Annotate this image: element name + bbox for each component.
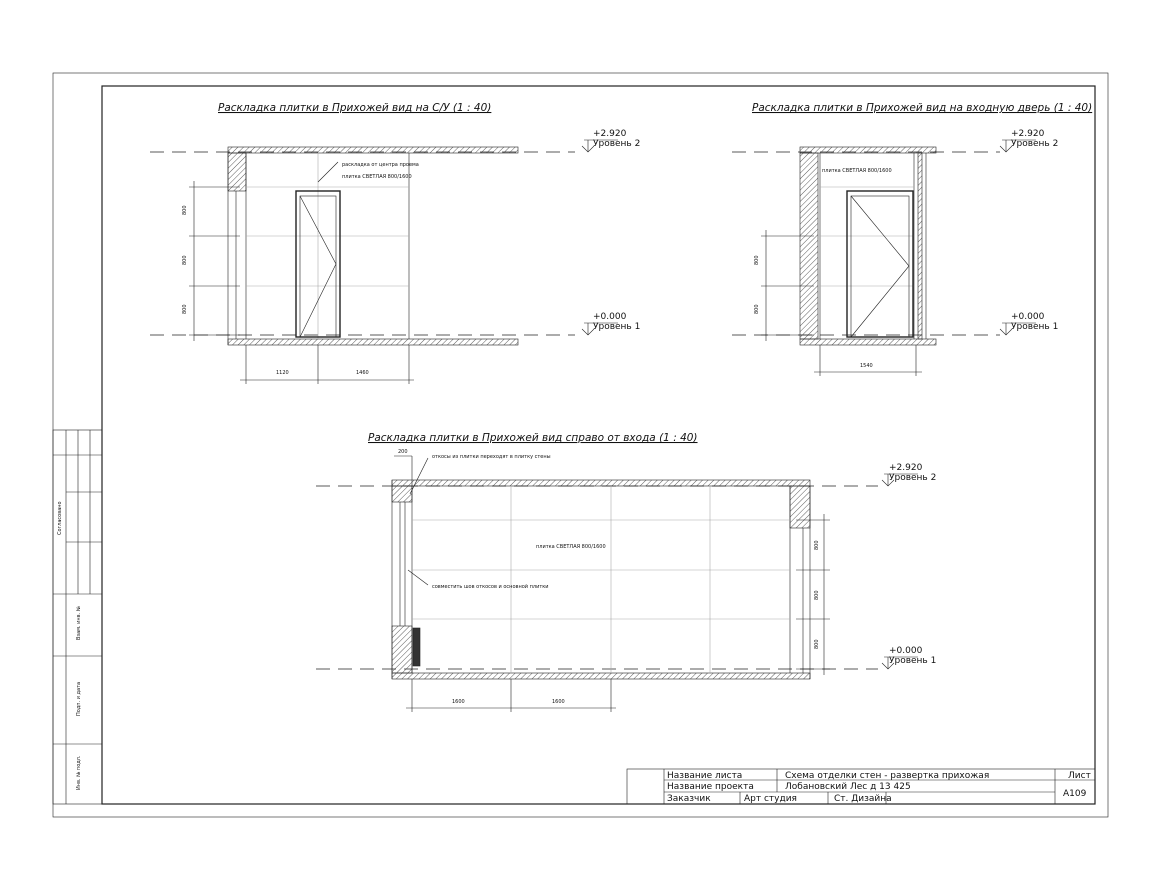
view2-dim-v1: 800: [754, 255, 760, 265]
view2-door-frame: [847, 191, 913, 337]
view1-note1: раскладка от центра проема: [342, 162, 419, 168]
studio-value: Ст. Дизайна: [834, 794, 892, 804]
view1-dim-v1: 800: [182, 205, 188, 215]
view-1: [150, 102, 640, 384]
level-marker-top: [582, 129, 640, 152]
ceiling-slab: [228, 147, 518, 153]
view3-note-tile: плитка СВЕТЛАЯ 800/1600: [536, 544, 606, 550]
outer-border: [53, 73, 1108, 817]
sheet-number: A109: [1063, 789, 1087, 799]
svg-text:+2.920: +2.920: [1011, 129, 1045, 139]
view2-title: Раскладка плитки в Прихожей вид на входную дверь (1 : 40): [752, 102, 1093, 114]
view1-dim-v2: 800: [182, 255, 188, 265]
view2-level-top: [1000, 129, 1058, 152]
level-top-name: Уровень 2: [593, 139, 641, 149]
left-wall-section: [228, 153, 246, 191]
sheet-name-label: Название листа: [667, 771, 743, 781]
view-2: [732, 102, 1092, 376]
view3-level-top: [882, 463, 936, 486]
project-value: Лобановский Лес д 13 425: [785, 782, 911, 792]
level-bottom-value: +0.000: [593, 312, 627, 322]
view3-dim-v3: 800: [814, 639, 820, 649]
view3-note-top: откосы из плитки переходят в плитку стены: [432, 454, 551, 460]
svg-text:+0.000: +0.000: [889, 646, 923, 656]
view2-dim-h1: 1540: [860, 363, 873, 369]
inner-frame: [102, 86, 1095, 804]
svg-text:Уровень 1: Уровень 1: [1011, 322, 1059, 332]
title-block: [627, 769, 1095, 804]
view-3: [316, 432, 936, 712]
door-handle-section: [413, 628, 420, 666]
view3-dim-h2: 1600: [552, 699, 565, 705]
view1-dim-h2: 1460: [356, 370, 369, 376]
view2-dim-v2: 800: [754, 304, 760, 314]
inv-orig-label: Инв. № подл.: [76, 755, 82, 790]
customer-label: Заказчик: [667, 794, 711, 804]
view3-title: Раскладка плитки в Прихожей вид справо от входа (1 : 40): [368, 432, 698, 444]
project-label: Название проекта: [667, 782, 754, 792]
level-bottom-name: Уровень 1: [593, 322, 641, 332]
view1-title: Раскладка плитки в Прихожей вид на С/У (1 : 40): [218, 102, 492, 114]
studio-label: Арт студия: [744, 794, 797, 804]
floor-slab: [228, 339, 518, 345]
level-marker-bottom: [582, 312, 640, 335]
svg-text:Уровень 1: Уровень 1: [889, 656, 937, 666]
agreed-label: Согласовано: [57, 501, 63, 535]
level-top-value: +2.920: [593, 129, 627, 139]
side-stamp: [53, 430, 102, 804]
view1-dim-v3: 800: [182, 304, 188, 314]
svg-text:Уровень 2: Уровень 2: [1011, 139, 1059, 149]
view1-dim-h1: 1120: [276, 370, 289, 376]
view1-note2: плитка СВЕТЛАЯ 800/1600: [342, 174, 412, 180]
view3-dim-top: 200: [398, 449, 408, 455]
view3-level-bottom: [882, 646, 936, 669]
view2-level-bottom: [1000, 312, 1058, 335]
inv-no-label: Взам. инв. №: [76, 606, 82, 640]
svg-text:+0.000: +0.000: [1011, 312, 1045, 322]
sheet-name-value: Схема отделки стен - развертка прихожая: [785, 771, 990, 781]
sheet-label: Лист: [1068, 771, 1091, 781]
svg-text:Уровень 2: Уровень 2: [889, 473, 937, 483]
view3-dim-v2: 800: [814, 590, 820, 600]
sign-date-label: Подп. и дата: [76, 681, 82, 716]
view3-note-seam: совместить шов откосов и основной плитки: [432, 584, 549, 590]
view3-dim-v1: 800: [814, 540, 820, 550]
view2-left-wall: [800, 153, 818, 339]
svg-text:+2.920: +2.920: [889, 463, 923, 473]
view3-dim-h1: 1600: [452, 699, 465, 705]
view2-note: плитка СВЕТЛАЯ 800/1600: [822, 168, 892, 174]
